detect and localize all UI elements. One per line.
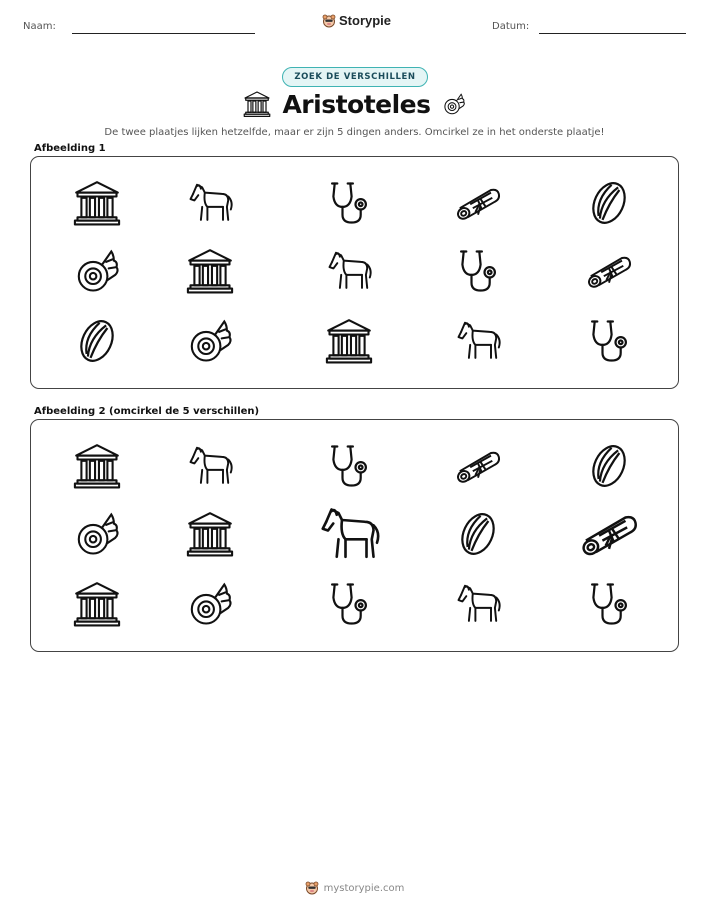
temple-icon[interactable] [184, 508, 236, 560]
shell-icon[interactable] [71, 508, 123, 560]
scroll-icon[interactable] [452, 440, 504, 492]
storypie-mascot-icon [305, 881, 319, 895]
stethoscope-icon[interactable] [323, 578, 375, 630]
page-title: Aristoteles [282, 89, 431, 119]
date-field[interactable] [539, 33, 686, 34]
stethoscope-icon [583, 315, 635, 367]
temple-icon [323, 315, 375, 367]
picture1-label: Afbeelding 1 [34, 143, 106, 154]
horse-icon [184, 177, 236, 229]
stethoscope-icon [452, 245, 504, 297]
brand-name: Storypie [339, 13, 392, 28]
temple-icon[interactable] [71, 578, 123, 630]
temple-icon [242, 89, 272, 119]
instructions: De twee plaatjes lijken hetzelfde, maar er zijn 5 dingen anders. Omcirkel ze in het onderste plaatje! [104, 127, 605, 138]
title-row [0, 89, 709, 119]
storypie-mascot-icon [322, 14, 336, 28]
seed-icon[interactable] [452, 508, 504, 560]
scroll-icon[interactable] [576, 501, 642, 567]
shell-icon [441, 91, 467, 117]
picture1-panel [30, 156, 679, 389]
seed-icon [71, 315, 123, 367]
seed-icon[interactable] [583, 440, 635, 492]
picture2-panel[interactable] [30, 419, 679, 652]
footer [0, 881, 709, 895]
name-label: Naam: [23, 21, 56, 32]
horse-icon[interactable] [184, 440, 236, 492]
temple-icon [184, 245, 236, 297]
name-field[interactable] [72, 33, 255, 34]
scroll-icon [452, 177, 504, 229]
horse-icon[interactable] [452, 578, 504, 630]
temple-icon [71, 177, 123, 229]
horse-icon [323, 245, 375, 297]
footer-site[interactable]: mystorypie.com [323, 882, 405, 894]
stethoscope-icon [323, 177, 375, 229]
date-label: Datum: [492, 21, 530, 32]
stethoscope-icon[interactable] [583, 578, 635, 630]
shell-icon [71, 245, 123, 297]
scroll-icon [583, 245, 635, 297]
seed-icon [583, 177, 635, 229]
stethoscope-icon[interactable] [323, 440, 375, 492]
temple-icon[interactable] [71, 440, 123, 492]
horse-icon [452, 315, 504, 367]
activity-badge: ZOEK DE VERSCHILLEN [282, 67, 428, 87]
brand-logo [322, 13, 391, 28]
shell-icon[interactable] [184, 578, 236, 630]
horse-icon[interactable] [314, 499, 384, 569]
picture2-label: Afbeelding 2 (omcirkel de 5 verschillen) [34, 406, 260, 417]
shell-icon [184, 315, 236, 367]
